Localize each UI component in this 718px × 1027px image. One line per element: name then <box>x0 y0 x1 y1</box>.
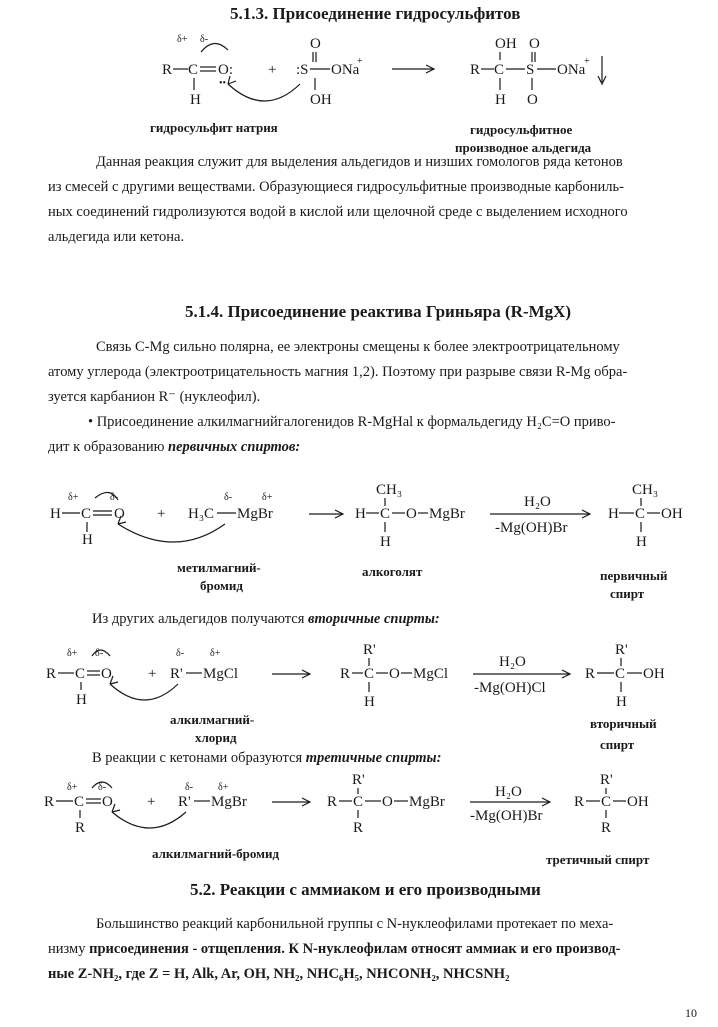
svg-text:R: R <box>327 794 338 810</box>
svg-text:H₂O: H₂O <box>524 494 551 510</box>
bisulfite-product-caption-2: производное альдегида <box>455 140 592 155</box>
svg-text:δ+: δ+ <box>67 648 78 659</box>
svg-text:MgBr: MgBr <box>237 506 273 522</box>
svg-text:O: O <box>529 36 540 52</box>
svg-text:R: R <box>162 62 173 78</box>
primary-alcohol-scheme <box>0 484 718 579</box>
secondary-alcohol-caption-2: спирт <box>600 737 635 752</box>
svg-text:O: O <box>102 794 113 810</box>
svg-text:O: O <box>310 36 321 52</box>
svg-text:R': R' <box>178 794 191 810</box>
svg-text:ONa: ONa <box>557 62 586 78</box>
svg-text:R: R <box>44 794 55 810</box>
section-title-5-1-3: 5.1.3. Присоединение гидросульфитов <box>230 4 521 23</box>
svg-text:-Mg(OH)Cl: -Mg(OH)Cl <box>474 680 546 696</box>
svg-text:R': R' <box>363 642 376 658</box>
paragraph-line: Большинство реакций карбонильной группы с N-нуклеофилами протекает по меха- <box>96 916 614 932</box>
svg-text:C: C <box>353 794 364 810</box>
ammonia-paragraph <box>48 912 672 987</box>
svg-text:O: O <box>527 92 538 108</box>
svg-text:MgCl: MgCl <box>413 666 449 682</box>
svg-text:C: C <box>380 506 391 522</box>
svg-text:H: H <box>190 92 201 108</box>
svg-text:OH: OH <box>627 794 649 810</box>
paragraph-line: ных соединений гидролизуются водой в кислой или щелочной среде с выделением исходного <box>48 204 628 220</box>
svg-text:H: H <box>608 506 619 522</box>
svg-text:OH: OH <box>495 36 517 52</box>
svg-text:C: C <box>601 794 612 810</box>
grignard-intro-paragraph <box>48 335 672 460</box>
svg-text:δ-: δ- <box>224 492 233 503</box>
svg-text:C: C <box>364 666 375 682</box>
svg-text:H₃C: H₃C <box>188 506 215 522</box>
tertiary-alcohol-scheme <box>0 772 718 852</box>
svg-text:R: R <box>353 820 364 836</box>
tertiary-alcohols-line: В реакции с кетонами образуются третичные спирты: <box>92 750 442 766</box>
svg-text:OH: OH <box>661 506 683 522</box>
svg-text:R': R' <box>615 642 628 658</box>
svg-text:ONa: ONa <box>331 62 360 78</box>
paragraph-line: зуется карбанион R⁻ (нуклеофил). <box>48 389 261 405</box>
svg-text:H: H <box>380 534 391 550</box>
bisulfite-reaction-scheme <box>0 26 718 146</box>
svg-text:C: C <box>615 666 626 682</box>
svg-text:δ-: δ- <box>98 782 107 793</box>
svg-text:C: C <box>74 794 85 810</box>
svg-text:H: H <box>364 694 375 710</box>
svg-text:H: H <box>82 532 93 548</box>
paragraph-line: • Присоединение алкилмагнийгалогенидов R-MgHal к формальдегиду H₂C=O приво- <box>88 414 616 430</box>
svg-text:δ-: δ- <box>176 648 185 659</box>
primary-alcohol-caption-1: первичный <box>600 568 668 583</box>
secondary-alcohol-caption-1: вторичный <box>590 716 657 731</box>
svg-text:+: + <box>357 56 363 67</box>
methylmagnesium-bromide-caption-1: метилмагний- <box>177 560 261 575</box>
tertiary-alcohol-caption: третичный спирт <box>546 852 650 867</box>
paragraph-line: из смесей с другими веществами. Образующиеся гидросульфитные производные карбониль- <box>48 179 624 195</box>
svg-text:H: H <box>636 534 647 550</box>
svg-text:δ-: δ- <box>110 492 119 503</box>
svg-text:MgCl: MgCl <box>203 666 239 682</box>
svg-text:R': R' <box>170 666 183 682</box>
primary-alcohol-caption-2: спирт <box>610 586 645 601</box>
paragraph-line: дит к образованию первичных спиртов: <box>48 439 301 455</box>
svg-text:MgBr: MgBr <box>429 506 465 522</box>
svg-text:C: C <box>494 62 505 78</box>
svg-text:MgBr: MgBr <box>211 794 247 810</box>
svg-text:••: •• <box>219 78 227 89</box>
svg-text:δ+: δ+ <box>210 648 221 659</box>
svg-text:H₂O: H₂O <box>495 784 522 800</box>
svg-text:R': R' <box>600 772 613 788</box>
paragraph-line: Данная реакция служит для выделения альдегидов и низших гомологов ряда кетонов <box>96 154 623 170</box>
secondary-alcohol-scheme <box>0 632 718 712</box>
svg-text:OH: OH <box>643 666 665 682</box>
section-title-5-1-4: 5.1.4. Присоединение реактива Гриньяра (R-MgX) <box>185 302 572 321</box>
paragraph-line: ные Z-NH₂, где Z = H, Alk, Ar, OH, NH₂, NHC₆H₅, NHCONH₂, NHCSNH₂ <box>48 966 510 982</box>
svg-text:R: R <box>470 62 481 78</box>
svg-text:S: S <box>526 62 535 78</box>
svg-text:O: O <box>389 666 400 682</box>
svg-text:CH₃: CH₃ <box>376 482 403 498</box>
svg-text:δ-: δ- <box>185 782 194 793</box>
svg-text:H: H <box>495 92 506 108</box>
svg-text:O: O <box>406 506 417 522</box>
bisulfite-paragraph <box>48 150 672 250</box>
svg-text:H: H <box>616 694 627 710</box>
paragraph-line: альдегида или кетона. <box>48 229 185 245</box>
methylmagnesium-bromide-caption-2: бромид <box>200 578 243 593</box>
svg-text:CH₃: CH₃ <box>632 482 659 498</box>
svg-text:R: R <box>340 666 351 682</box>
svg-text:R: R <box>574 794 585 810</box>
svg-text:C: C <box>81 506 92 522</box>
svg-text:+: + <box>148 666 157 682</box>
svg-text:OH: OH <box>310 92 332 108</box>
svg-text:R: R <box>601 820 612 836</box>
svg-text:C: C <box>75 666 86 682</box>
svg-text:MgBr: MgBr <box>409 794 445 810</box>
svg-text:+: + <box>157 506 166 522</box>
svg-text:+: + <box>584 56 590 67</box>
svg-text:C: C <box>188 62 199 78</box>
svg-text:H₂O: H₂O <box>499 654 526 670</box>
svg-text:O: O <box>101 666 112 682</box>
svg-text:+: + <box>268 62 277 78</box>
svg-text::S: :S <box>296 62 309 78</box>
svg-text:H: H <box>355 506 366 522</box>
secondary-alcohols-line: Из других альдегидов получаются вторичные спирты: <box>92 611 440 627</box>
svg-text:+: + <box>147 794 156 810</box>
svg-text:δ+: δ+ <box>68 492 79 503</box>
paragraph-line: низму присоединения - отщепления. К N-нуклеофилам относят аммиак и его производ- <box>48 941 621 957</box>
svg-text:H: H <box>50 506 61 522</box>
alkylmagnesium-chloride-caption-2: хлорид <box>195 730 237 745</box>
svg-text:H: H <box>76 692 87 708</box>
svg-text:R: R <box>46 666 57 682</box>
alkylmagnesium-bromide-caption: алкилмагний-бромид <box>152 846 280 861</box>
section-title-5-2: 5.2. Реакции с аммиаком и его производными <box>190 880 541 899</box>
svg-text:C: C <box>635 506 646 522</box>
svg-text:R: R <box>75 820 86 836</box>
svg-text:δ+: δ+ <box>67 782 78 793</box>
paragraph-line: атому углерода (электроотрицательность магния 1,2). Поэтому при разрыве связи R-Mg обра- <box>48 364 628 380</box>
svg-text:δ+: δ+ <box>177 34 188 45</box>
svg-text:O: O <box>382 794 393 810</box>
alkoxide-caption: алкоголят <box>362 564 423 579</box>
svg-text:R': R' <box>352 772 365 788</box>
svg-text:-Mg(OH)Br: -Mg(OH)Br <box>470 808 543 824</box>
svg-text:δ-: δ- <box>200 34 209 45</box>
sodium-bisulfite-caption: гидросульфит натрия <box>150 120 278 135</box>
bisulfite-product-caption-1: гидросульфитное <box>470 122 573 137</box>
svg-text:δ+: δ+ <box>218 782 229 793</box>
svg-text:δ+: δ+ <box>262 492 273 503</box>
svg-text:O: O <box>114 506 125 522</box>
svg-text:O:: O: <box>218 62 233 78</box>
svg-text:-Mg(OH)Br: -Mg(OH)Br <box>495 520 568 536</box>
alkylmagnesium-chloride-caption-1: алкилмагний- <box>170 712 255 727</box>
page-number: 10 <box>685 1006 697 1020</box>
svg-text:δ-: δ- <box>95 648 104 659</box>
paragraph-line: Связь C-Mg сильно полярна, ее электроны смещены к более электроотрицательному <box>96 339 620 355</box>
svg-text:R: R <box>585 666 596 682</box>
